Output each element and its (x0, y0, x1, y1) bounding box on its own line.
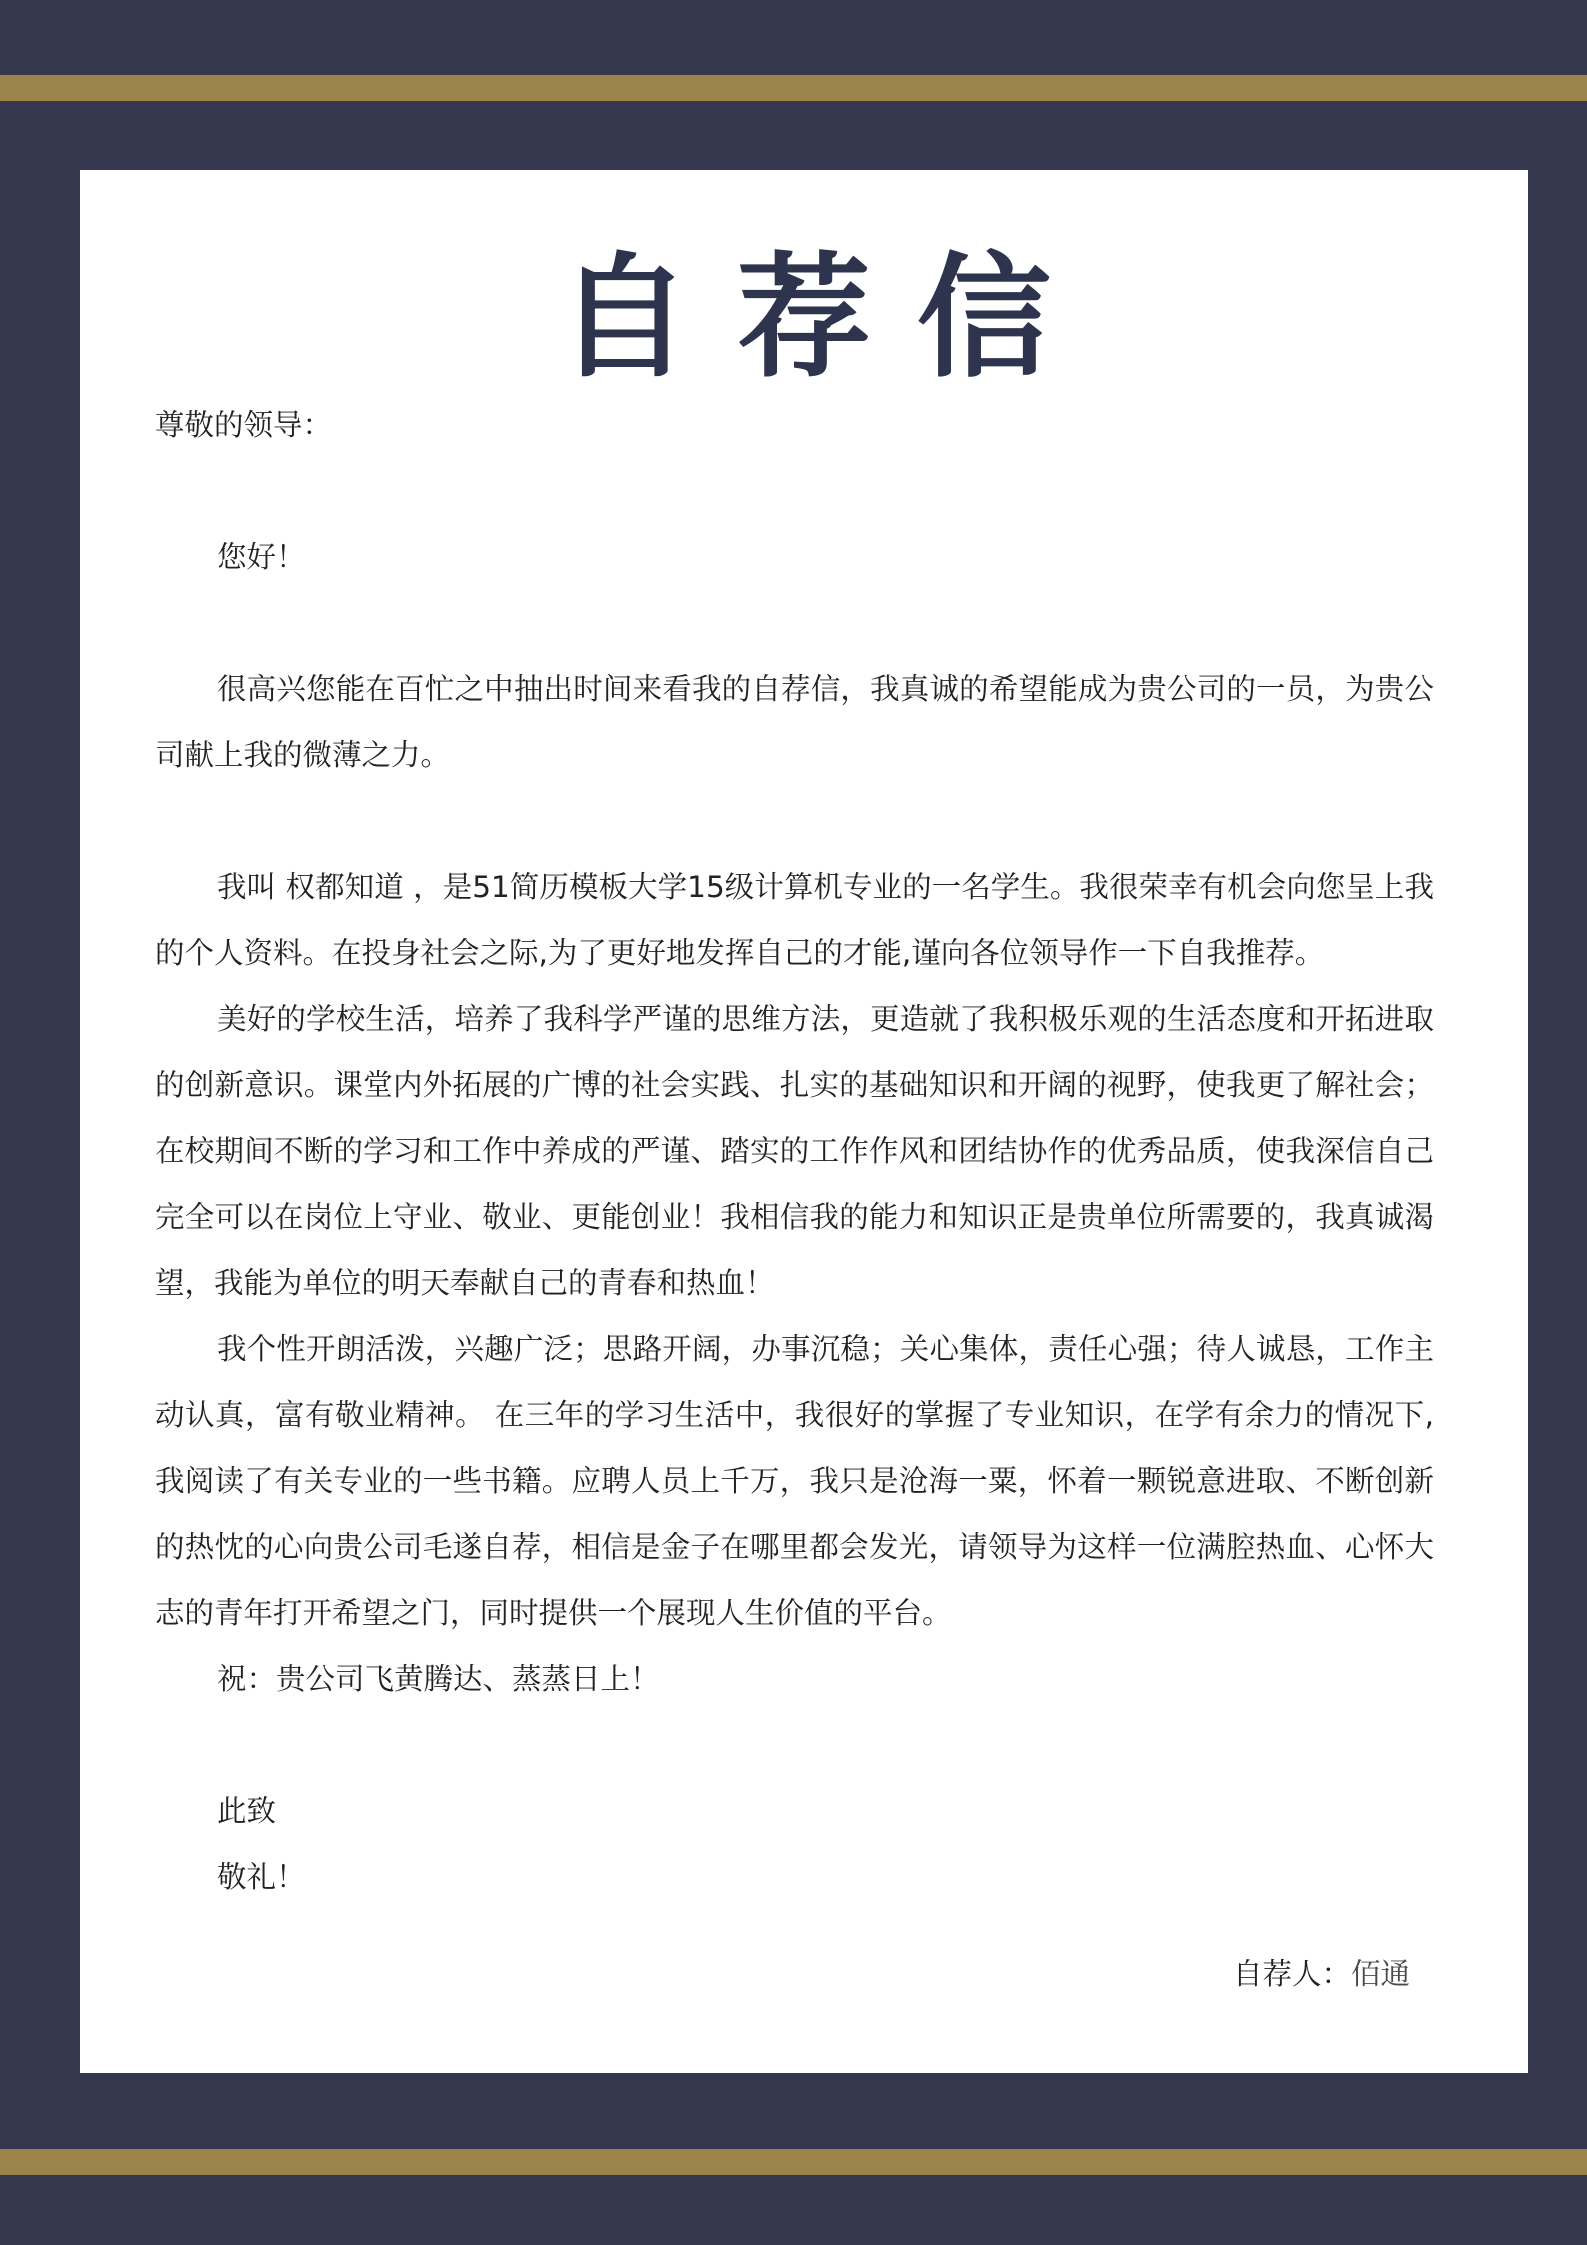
letter-title: 自荐信 (556, 240, 1097, 396)
salutation: 尊敬的领导： (155, 408, 333, 442)
paragraph-personality: 我个性开朗活泼，兴趣广泛；思路开阔，办事沉稳；关心集体，责任心强；待人诚恳，工作主动认真，富有敬业精神。 在三年的学习生活中，我很好的掌握了专业知识，在学有余力的情况下,我阅读了有关专业的一些书籍。应聘人员上千万，我只是沧海一粟，怀着一颗锐意进取、不断创新的热忱的心向贵公司毛遂自荐，相信是金子在哪里都会发光，请领导为这样一位满腔热血、心怀大志的青年打开希望之门，同时提供一个展现人生价值的平台。 (155, 1332, 1434, 1630)
paragraph-school-life: 美好的学校生活，培养了我科学严谨的思维方法，更造就了我积极乐观的生活态度和开拓进取的创新意识。课堂内外拓展的广博的社会实践、扎实的基础知识和开阔的视野，使我更了解社会；在校期间不断的学习和工作中养成的严谨、踏实的工作作风和团结协作的优秀品质，使我深信自己完全可以在岗位上守业、敬业、更能创业！我相信我的能力和知识正是贵单位所需要的，我真诚渴望，我能为单位的明天奉献自己的青春和热血！ (155, 1002, 1434, 1300)
signature-name: 佰通 (1350, 1957, 1410, 1991)
wishes-line: 祝：贵公司飞黄腾达、蒸蒸日上！ (217, 1662, 660, 1696)
top-gold-stripe (0, 75, 1587, 101)
paragraph-intro: 很高兴您能在百忙之中抽出时间来看我的自荐信，我真诚的希望能成为贵公司的一员，为贵公司献上我的微薄之力。 (155, 672, 1434, 772)
paragraph-self-introduction: 我叫 权都知道 ，是51简历模板大学15级计算机专业的一名学生。我很荣幸有机会向您呈上我的个人资料。在投身社会之际,为了更好地发挥自己的才能,谨向各位领导作一下自我推荐。 (155, 870, 1434, 970)
blank-line (155, 458, 1434, 524)
blank-line (155, 1712, 1434, 1778)
blank-line (155, 788, 1434, 854)
bottom-gold-stripe (0, 2149, 1587, 2175)
closing-line-1: 此致 (217, 1794, 277, 1828)
letter-body (155, 392, 1434, 1910)
greeting: 您好！ (217, 540, 306, 574)
letter-paper (80, 170, 1528, 2073)
signature-label: 自荐人： (1232, 1957, 1351, 1991)
closing-line-2: 敬礼！ (217, 1860, 306, 1894)
signature (80, 1941, 1410, 2007)
blank-line (155, 590, 1434, 656)
